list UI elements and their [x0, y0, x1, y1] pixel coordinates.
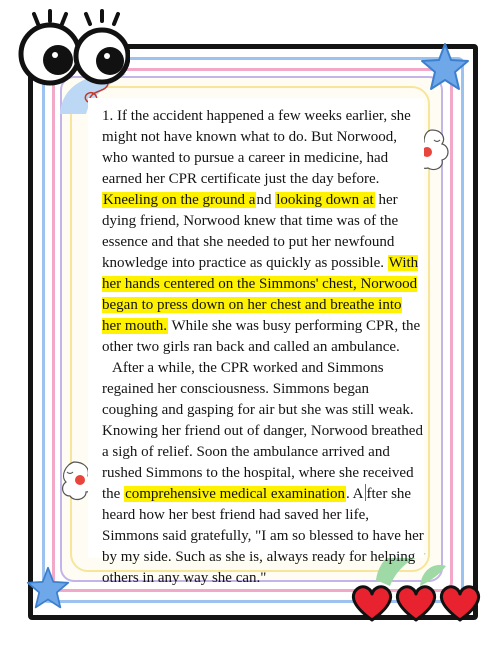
paragraph-1	[102, 106, 424, 358]
text-segment: After a while, the CPR worked and Simmons regained her consciousness. Simmons began coughing and gasping for air but she was still weak. Knowing her friend out of danger, Norwood breathed a sigh of relief. Soon the ambulance arrived and rushed Simmons to the hospital, where she received the	[102, 360, 423, 502]
star-icon	[26, 566, 70, 610]
heart-icon	[394, 583, 438, 623]
text-cursor	[365, 484, 366, 501]
heart-icon	[350, 583, 394, 623]
text-segment: fter she heard how her best friend had saved her life, Simmons said gratefully, "I am so blessed to have her by my side. Such as she is, always ready for helping others in any way she can."	[102, 486, 424, 586]
text-segment: . A	[346, 486, 364, 502]
text-segment: her dying friend, Norwood knew that time was of the essence and that she needed to put her newfound knowledge into practice as quickly as possible.	[102, 192, 399, 271]
story-text	[102, 106, 424, 589]
text-segment: nd	[256, 192, 276, 208]
highlighted-phrase: comprehensive medical examination	[125, 486, 345, 502]
cartoon-eyes-icon	[10, 8, 130, 88]
paragraph-2	[102, 358, 424, 589]
highlighted-phrase: looking down at	[276, 192, 374, 208]
heart-icon	[438, 583, 482, 623]
paragraph-number: 1.	[102, 108, 114, 124]
highlighted-phrase: With her hands centered on the Simmons' chest, Norwood began to press down on her chest and breathe into her mouth.	[102, 255, 419, 334]
text-segment: If the accident happened a few weeks earlier, she might not have known what to do. But Norwood, who wanted to pursue a career in medicine, had earned her CPR certificate just the day before.	[102, 108, 411, 187]
star-icon	[420, 42, 470, 92]
highlighted-phrase: Kneeling on the ground a	[103, 192, 256, 208]
text-segment: While she was busy performing CPR, the other two girls ran back and called an ambulance.	[102, 318, 421, 355]
